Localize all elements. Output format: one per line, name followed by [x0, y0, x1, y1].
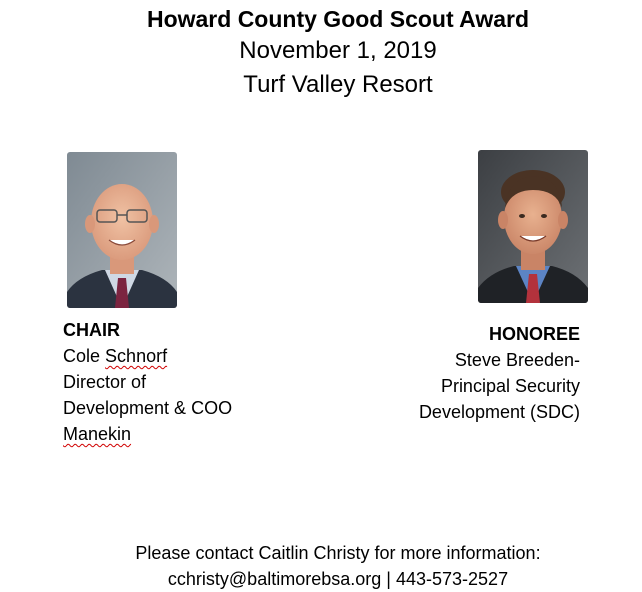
chair-info — [63, 317, 232, 447]
contact-separator: | — [386, 569, 391, 589]
chair-last-name: Schnorf — [105, 346, 168, 366]
honoree-portrait-icon — [478, 150, 588, 303]
honoree-title-line2: Development (SDC) — [418, 402, 580, 422]
chair-portrait-icon — [67, 152, 177, 308]
honoree-title-line1: Principal Security — [440, 376, 580, 396]
contact-email[interactable]: cchristy@baltimorebsa.org — [167, 569, 382, 589]
honoree-photo — [478, 150, 588, 303]
chair-company-line — [63, 421, 232, 447]
event-title: Howard County Good Scout Award — [146, 6, 530, 32]
contact-phone: 443-573-2527 — [395, 569, 509, 589]
contact-footer — [0, 540, 642, 592]
event-date: November 1, 2019 — [239, 37, 437, 64]
chair-role: CHAIR — [63, 320, 120, 340]
honoree-info — [419, 321, 580, 425]
chair-title-line1: Director of — [63, 372, 147, 392]
contact-details — [0, 566, 642, 592]
chair-title-line2: Development & COO — [63, 398, 233, 418]
event-header — [0, 4, 642, 102]
chair-first-name: Cole — [63, 346, 101, 366]
chair-name — [63, 343, 232, 369]
honoree-name: Steve Breeden- — [454, 350, 580, 370]
chair-company: Manekin — [63, 424, 132, 444]
chair-photo — [67, 152, 177, 308]
honoree-role: HONOREE — [488, 324, 580, 344]
contact-line: Please contact Caitlin Christy for more information: — [135, 543, 541, 563]
event-venue: Turf Valley Resort — [243, 71, 433, 98]
